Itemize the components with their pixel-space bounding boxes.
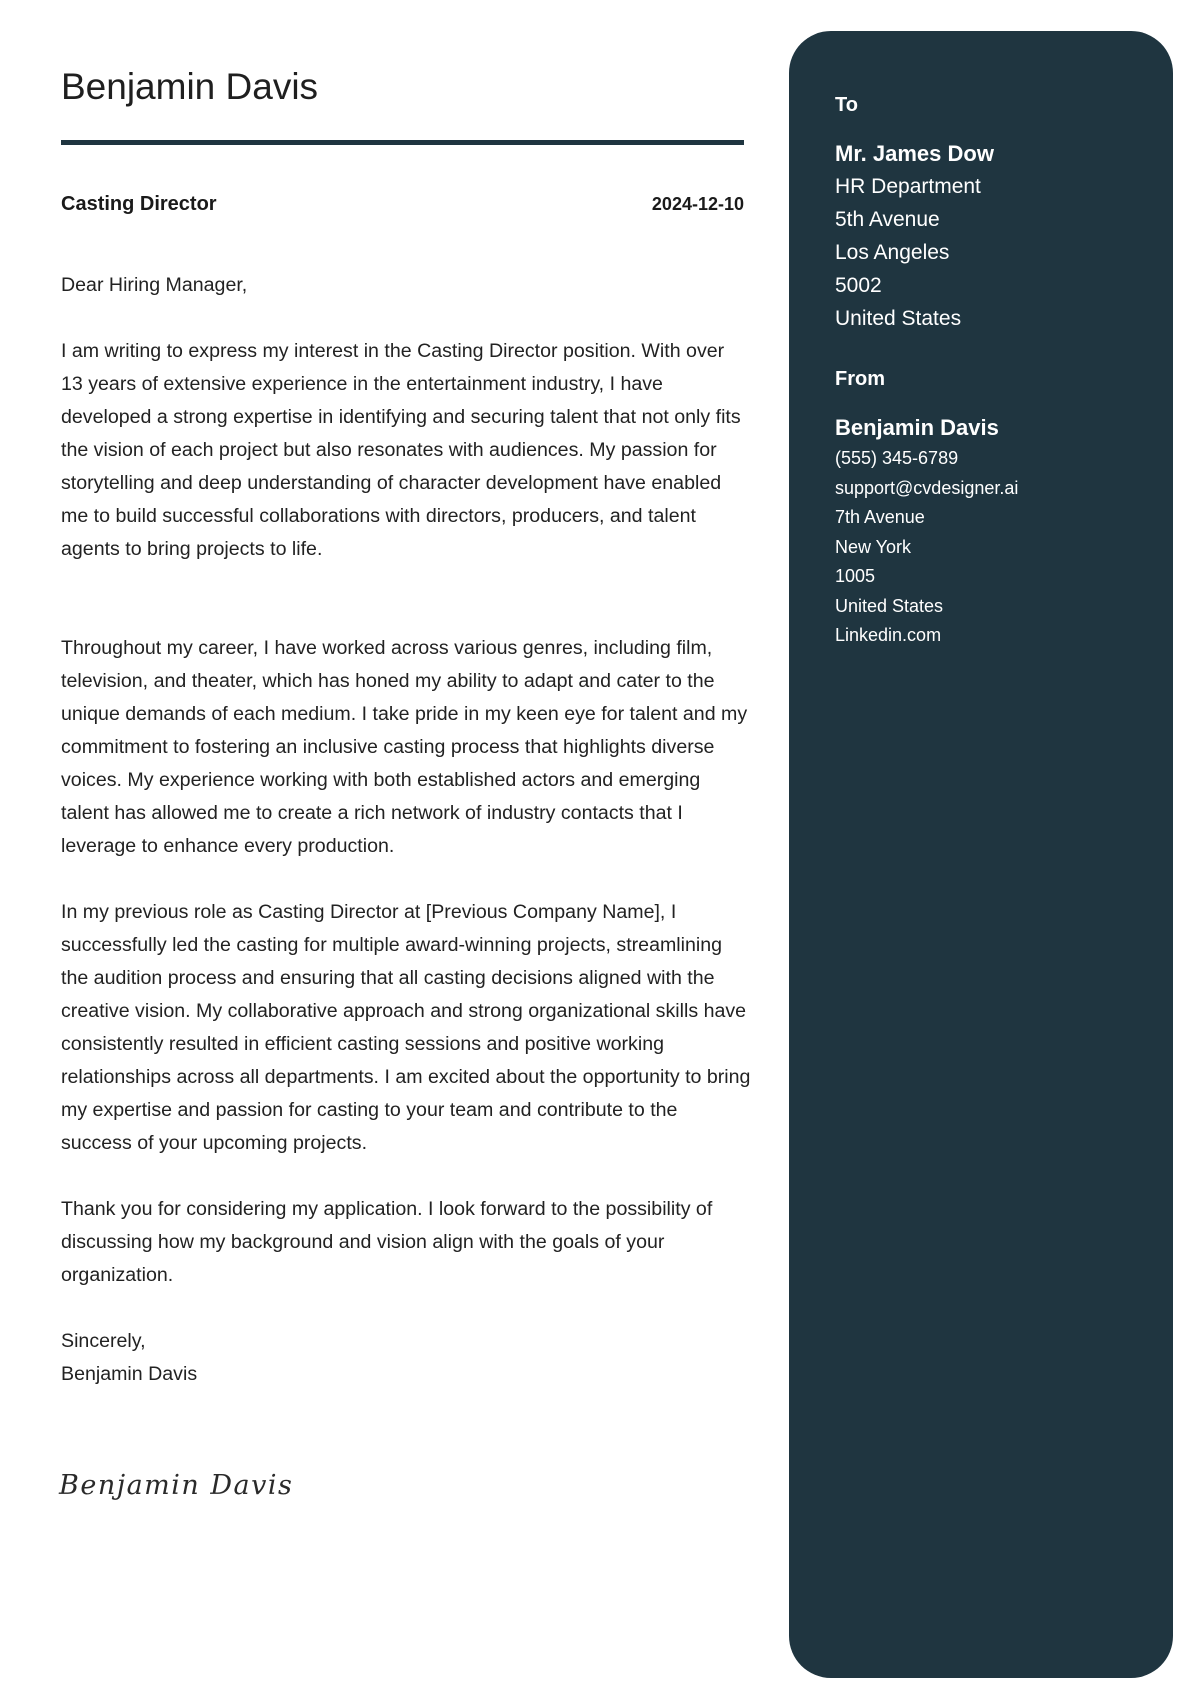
recipient-street: 5th Avenue [835, 208, 940, 231]
salutation: Dear Hiring Manager, [61, 274, 248, 296]
applicant-name: Benjamin Davis [61, 66, 319, 107]
letter-body [61, 269, 751, 1391]
letter-paragraph: Thank you for considering my application. I look forward to the possibility of discussing how my background and vision align with the goals of your organization. [61, 1198, 713, 1286]
sender-street: 7th Avenue [835, 507, 925, 527]
header-divider [61, 140, 744, 145]
sender-email: support@cvdesigner.ai [835, 477, 1019, 498]
sender-name: Benjamin Davis [835, 415, 999, 440]
closing-name: Benjamin Davis [61, 1363, 198, 1385]
letter-paragraph: I am writing to express my interest in the Casting Director position. With over 13 years of extensive experience in the entertainment industry, I have developed a strong expertise in identifying and securing talent that not only fits the vision of each project but also resonates with audiences. My passion for storytelling and deep understanding of character development have enabled me to build successful collaborations with directors, producers, and talent agents to bring projects to life. [61, 340, 741, 560]
recipient-city: Los Angeles [835, 241, 950, 264]
job-line [61, 193, 744, 216]
contact-sidebar [789, 31, 1173, 1678]
sender-city: New York [835, 536, 912, 557]
recipient-name: Mr. James Dow [835, 141, 994, 166]
to-heading: To [835, 94, 858, 116]
letter-paragraph: Throughout my career, I have worked across various genres, including film, television, and theater, which has honed my ability to adapt and cater to the unique demands of each medium. I take pride in my keen eye for talent and my commitment to fostering an inclusive casting process that highlights diverse voices. My experience working with both established actors and emerging talent has allowed me to create a rich network of industry contacts that I leverage to enhance every production. [61, 637, 748, 857]
sender-block [835, 411, 1018, 651]
recipient-block [835, 137, 994, 335]
sender-zip: 1005 [835, 566, 876, 586]
letter-date: 2024-12-10 [651, 194, 744, 214]
letter-paragraph: In my previous role as Casting Director at [Previous Company Name], I successfully led the casting for multiple award-winning projects, streamlining the audition process and ensuring that all casting decisions aligned with the creative vision. My collaborative approach and strong organizational skills have consistently resulted in efficient casting sessions and positive working relationships across all departments. I am excited about the opportunity to bring my expertise and passion for casting to your team and contribute to the success of your upcoming projects. [61, 901, 751, 1154]
recipient-department: HR Department [835, 175, 981, 198]
recipient-zip: 5002 [835, 274, 882, 297]
closing: Sincerely, [61, 1330, 146, 1352]
job-title: Casting Director [61, 193, 217, 215]
sender-website: Linkedin.com [835, 625, 942, 645]
signature: Benjamin Davis [59, 1470, 294, 1501]
recipient-country: United States [835, 307, 962, 330]
sender-phone: (555) 345-6789 [835, 448, 959, 468]
from-heading: From [835, 368, 885, 390]
sender-country: United States [835, 595, 944, 616]
